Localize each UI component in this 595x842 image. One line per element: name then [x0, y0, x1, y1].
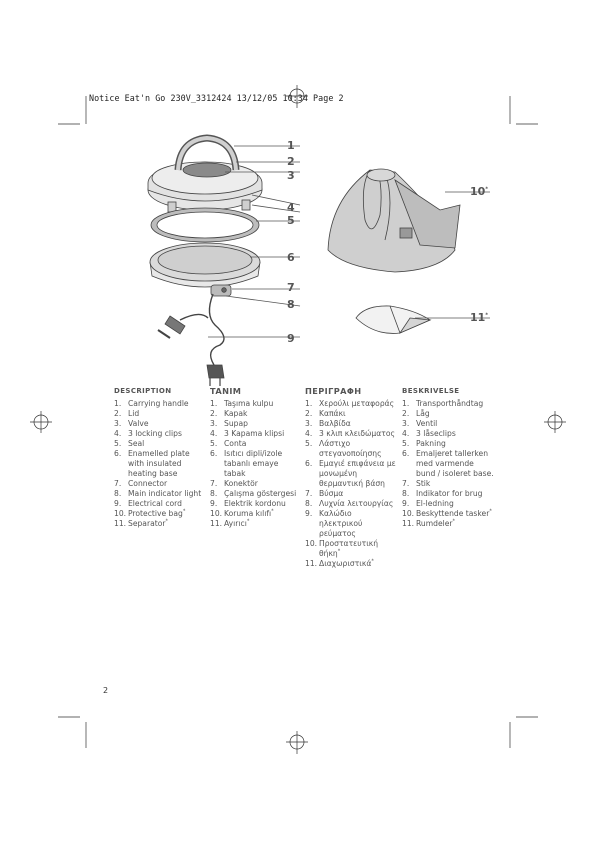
item-label: Kapak	[224, 409, 248, 418]
item-text	[128, 519, 208, 529]
list-item	[114, 509, 208, 519]
item-label: Καπάκι	[319, 409, 346, 418]
label-8: 8	[287, 298, 295, 311]
list-item	[210, 439, 302, 449]
item-number: 9.	[402, 499, 410, 508]
item-text	[319, 439, 397, 459]
item-label: Supap	[224, 419, 248, 428]
item-list	[402, 399, 494, 529]
item-label: Προστατευτική θήκη	[319, 539, 379, 558]
item-text	[416, 399, 494, 409]
item-label: Βαλβίδα	[319, 419, 351, 428]
list-item	[402, 479, 494, 489]
item-text	[128, 419, 208, 429]
item-number: 1.	[402, 399, 410, 408]
list-item	[402, 429, 494, 439]
item-label: 3 låseclips	[416, 429, 456, 438]
item-label: 3 κλιπ κλειδώματος	[319, 429, 395, 438]
list-item	[402, 399, 494, 409]
asterisk-mark: *	[452, 518, 456, 525]
item-number: 7.	[402, 479, 410, 488]
item-label: Rumdeler	[416, 519, 453, 528]
item-label: Transporthåndtag	[416, 399, 484, 408]
list-item	[402, 449, 494, 479]
item-label: Valve	[128, 419, 149, 428]
list-item	[402, 419, 494, 429]
asterisk-mark: *	[489, 508, 492, 515]
item-number: 8.	[402, 489, 410, 498]
item-text	[416, 479, 494, 489]
list-item	[114, 479, 208, 489]
list-item	[114, 409, 208, 419]
item-label: Çalışma göstergesi	[224, 489, 297, 498]
item-text	[416, 519, 494, 529]
item-label: Emaljeret tallerken med varmende bund / isoleret base.	[416, 449, 494, 478]
item-list	[305, 399, 397, 569]
item-text	[128, 479, 208, 489]
item-number: 3.	[114, 419, 122, 428]
list-item	[305, 429, 397, 439]
item-number: 2.	[402, 409, 410, 418]
registration-mark-left	[30, 411, 52, 433]
list-item	[305, 419, 397, 429]
item-number: 2.	[305, 409, 313, 418]
list-item	[210, 429, 302, 439]
asterisk-mark: *	[246, 518, 250, 525]
list-item	[114, 489, 208, 499]
item-number: 7.	[114, 479, 122, 488]
item-number: 8.	[305, 499, 313, 508]
list-item	[305, 399, 397, 409]
item-text	[224, 429, 302, 439]
item-number: 1.	[114, 399, 122, 408]
item-number: 10.	[210, 509, 223, 518]
list-item	[210, 449, 302, 479]
item-label: El-ledning	[416, 499, 454, 508]
item-label: Conta	[224, 439, 247, 448]
item-number: 11.	[210, 519, 223, 528]
item-text	[416, 489, 494, 499]
item-text	[319, 559, 397, 569]
item-label: Carrying handle	[128, 399, 189, 408]
column-title: ΠΕΡΙΓΡΑΦΗ	[305, 386, 362, 396]
bag-illustration	[328, 169, 460, 272]
label-11: 11*	[470, 311, 488, 324]
asterisk-mark: *	[271, 508, 274, 515]
item-text	[319, 539, 397, 559]
item-label: Λάστιχο στεγανοποίησης	[319, 439, 382, 458]
list-item	[305, 539, 397, 559]
list-item	[210, 409, 302, 419]
item-number: 10.	[305, 539, 318, 548]
item-text	[128, 409, 208, 419]
item-text	[128, 449, 208, 479]
item-text	[128, 499, 208, 509]
item-label: Konektör	[224, 479, 258, 488]
item-label: Separator	[128, 519, 166, 528]
item-label: Enamelled plate with insulated heating base	[128, 449, 190, 478]
column-greek	[305, 386, 397, 569]
item-text	[319, 399, 397, 409]
item-number: 9.	[305, 509, 313, 518]
item-label: 3 Kapama klipsi	[224, 429, 285, 438]
item-label: Koruma kılıfı	[224, 509, 272, 518]
item-number: 10.	[402, 509, 415, 518]
item-text	[319, 429, 397, 439]
label-6: 6	[287, 251, 295, 264]
seal-illustration	[151, 208, 259, 242]
list-item	[114, 449, 208, 479]
item-number: 3.	[305, 419, 313, 428]
item-label: Låg	[416, 409, 430, 418]
label-7: 7	[287, 281, 295, 294]
item-number: 7.	[210, 479, 218, 488]
item-number: 9.	[210, 499, 218, 508]
item-text	[416, 429, 494, 439]
item-label: Καλώδιο ηλεκτρικού ρεύματος	[319, 509, 363, 538]
list-item	[402, 409, 494, 419]
list-item	[402, 519, 494, 529]
list-item	[114, 439, 208, 449]
registration-mark-top	[286, 85, 308, 108]
list-item	[305, 409, 397, 419]
item-number: 7.	[305, 489, 313, 498]
item-list	[114, 399, 208, 529]
list-item	[114, 429, 208, 439]
list-item	[402, 499, 494, 509]
column-danish	[402, 386, 494, 529]
item-text	[224, 449, 302, 479]
item-text	[416, 499, 494, 509]
item-text	[416, 419, 494, 429]
column-english	[114, 386, 208, 529]
plate-illustration	[150, 243, 260, 296]
item-number: 2.	[210, 409, 218, 418]
item-text	[416, 409, 494, 419]
item-label: 3 locking clips	[128, 429, 182, 438]
item-number: 4.	[114, 429, 122, 438]
item-number: 6.	[305, 459, 313, 468]
item-label: Taşıma kulpu	[224, 399, 274, 408]
item-text	[319, 499, 397, 509]
asterisk-mark: *	[337, 548, 341, 555]
item-text	[224, 509, 302, 519]
cord-illustration	[158, 294, 224, 386]
item-label: Beskyttende tasker	[416, 509, 490, 518]
item-label: Lid	[128, 409, 140, 418]
item-label: Λυχνία λειτουργίας	[319, 499, 394, 508]
item-text	[224, 489, 302, 499]
item-number: 6.	[210, 449, 218, 458]
list-item	[210, 419, 302, 429]
item-text	[128, 439, 208, 449]
list-item	[210, 479, 302, 489]
lid-illustration	[148, 138, 262, 212]
item-text	[224, 409, 302, 419]
registration-mark-bottom	[286, 731, 308, 754]
item-label: Protective bag	[128, 509, 183, 518]
item-number: 5.	[402, 439, 410, 448]
list-item	[210, 519, 302, 529]
item-text	[224, 519, 302, 529]
item-text	[224, 499, 302, 509]
item-text	[319, 409, 397, 419]
item-number: 11.	[114, 519, 127, 528]
label-2: 2	[287, 155, 295, 168]
item-text	[224, 419, 302, 429]
asterisk-mark: *	[182, 508, 186, 515]
item-number: 10.	[114, 509, 127, 518]
list-item	[114, 519, 208, 529]
separator-illustration	[356, 306, 430, 334]
item-number: 11.	[305, 559, 318, 568]
list-item	[402, 509, 494, 519]
list-item	[114, 419, 208, 429]
item-number: 4.	[402, 429, 410, 438]
item-number: 1.	[210, 399, 218, 408]
label-5: 5	[287, 214, 295, 227]
registration-mark-right	[544, 411, 566, 433]
item-number: 8.	[114, 489, 122, 498]
item-number: 5.	[114, 439, 122, 448]
item-number: 3.	[210, 419, 218, 428]
item-label: Διαχωριστικά	[319, 559, 372, 568]
item-number: 11.	[402, 519, 415, 528]
item-label: Εμαγιέ επιφάνεια με μονωμένη θερμαντική βάση	[319, 459, 396, 488]
item-label: Seal	[128, 439, 145, 448]
item-number: 6.	[402, 449, 410, 458]
list-item	[402, 489, 494, 499]
item-number: 9.	[114, 499, 122, 508]
item-label: Pakning	[416, 439, 446, 448]
column-title: TANIM	[210, 386, 242, 396]
list-item	[114, 499, 208, 509]
column-title: DESCRIPTION	[114, 387, 172, 395]
list-item	[305, 439, 397, 459]
list-item	[305, 509, 397, 539]
item-text	[416, 439, 494, 449]
list-item	[305, 499, 397, 509]
column-title: BESKRIVELSE	[402, 387, 460, 395]
list-item	[210, 499, 302, 509]
item-number: 1.	[305, 399, 313, 408]
item-label: Elektrik kordonu	[224, 499, 286, 508]
item-label: Χερούλι μεταφοράς	[319, 399, 395, 408]
item-label: Stik	[416, 479, 431, 488]
item-number: 4.	[210, 429, 218, 438]
item-number: 3.	[402, 419, 410, 428]
item-label: Electrical cord	[128, 499, 182, 508]
list-item	[305, 489, 397, 499]
item-list	[210, 399, 302, 529]
label-3: 3	[287, 169, 295, 182]
item-text	[319, 509, 397, 539]
item-number: 2.	[114, 409, 122, 418]
column-turkish	[210, 386, 302, 529]
label-4: 4	[287, 201, 295, 214]
asterisk-mark: *	[165, 518, 168, 525]
item-text	[224, 479, 302, 489]
item-text	[416, 449, 494, 479]
item-number: 8.	[210, 489, 218, 498]
item-text	[319, 419, 397, 429]
list-item	[402, 439, 494, 449]
print-header: Notice Eat'n Go 230V_3312424 13/12/05 10:34 Page 2	[89, 93, 344, 103]
item-number: 5.	[210, 439, 218, 448]
list-item	[210, 489, 302, 499]
item-text	[319, 459, 397, 489]
label-9: 9	[287, 332, 295, 345]
item-label: Ventil	[416, 419, 438, 428]
item-number: 4.	[305, 429, 313, 438]
list-item	[305, 459, 397, 489]
item-text	[128, 399, 208, 409]
item-text	[224, 439, 302, 449]
item-label: Connector	[128, 479, 168, 488]
item-label: Βύσμα	[319, 489, 344, 498]
item-label: Indikator for brug	[416, 489, 483, 498]
item-text	[319, 489, 397, 499]
item-text	[224, 399, 302, 409]
item-text	[128, 429, 208, 439]
list-item	[210, 399, 302, 409]
list-item	[114, 399, 208, 409]
list-item	[305, 559, 397, 569]
item-text	[128, 509, 208, 519]
asterisk-mark: *	[371, 558, 374, 565]
item-label: Isıtıcı dipli/izole tabanlı emaye tabak	[224, 449, 283, 478]
page-number: 2	[103, 686, 109, 695]
label-1: 1	[287, 139, 295, 152]
item-label: Ayırıcı	[224, 519, 247, 528]
item-number: 5.	[305, 439, 313, 448]
label-10: 10*	[470, 185, 488, 198]
item-text	[128, 489, 208, 499]
item-label: Main indicator light	[128, 489, 202, 498]
item-number: 6.	[114, 449, 122, 458]
list-item	[210, 509, 302, 519]
